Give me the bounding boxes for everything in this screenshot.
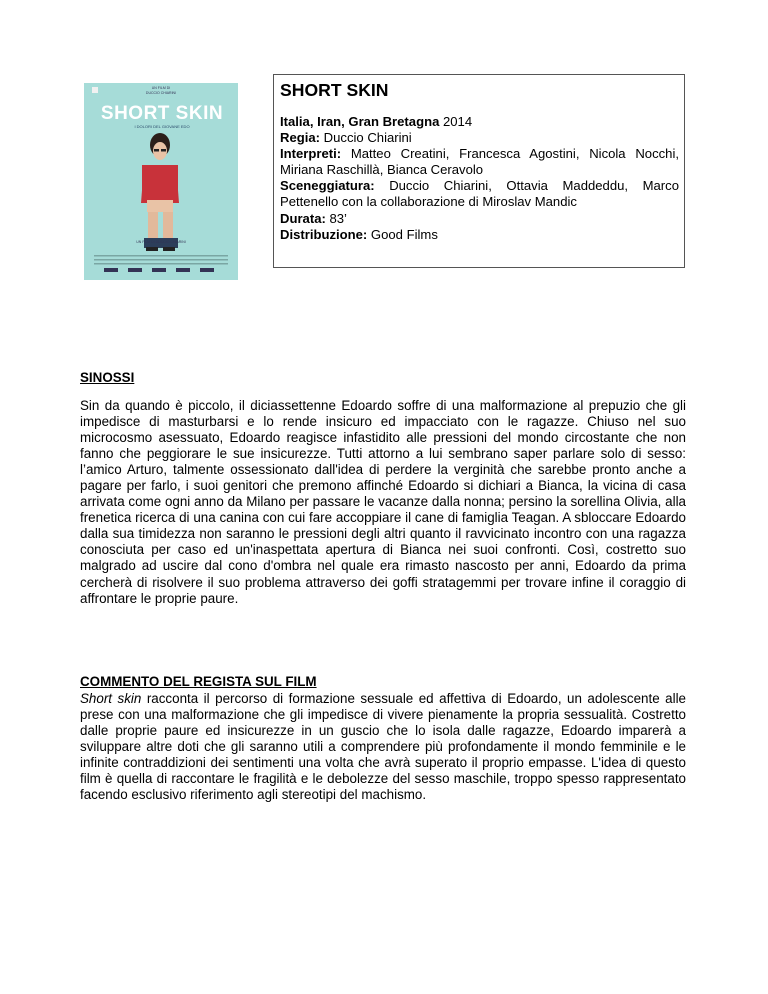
comment-text: racconta il percorso di formazione sessuale ed affettiva di Edoardo, un adolescente alle prese con una malformazione che gli impedisce di vivere pienamente la propria sessualità. Costretto dalle proprie paure ed insicurezze in un guscio che lo isola dalle ragazze, Edoardo imparerà a sviluppare altre doti che gli saranno utili a comprendere più profondamente il mondo femminile e le infinite contraddizioni dei sentimenti una volta che avrà superato il proprio empasse. L'idea di questo film è quella di raccontare le fragilità e le debolezze del sesso maschile, troppo spesso rappresentato facendo esclusivo riferimento agli stereotipi del machismo. — [80, 691, 686, 803]
film-title: SHORT SKIN — [280, 80, 389, 100]
comment-paragraph — [80, 691, 686, 803]
poster-credit: UN FILM DI DUCCIO CHIARINI — [136, 240, 186, 244]
distribution-row — [280, 227, 679, 243]
poster-artwork — [84, 83, 238, 280]
distribution-label: Distribuzione: — [280, 226, 368, 242]
year-value: 2014 — [439, 114, 473, 129]
poster-title: SHORT SKIN — [100, 103, 224, 124]
comment-heading: COMMENTO DEL REGISTA SUL FILM — [80, 674, 317, 689]
duration-value: 83’ — [325, 210, 347, 226]
cast-row — [280, 146, 679, 178]
comment-italic-lead: Short skin — [80, 691, 142, 706]
director-label: Regia: — [280, 130, 321, 146]
duration-label: Durata: — [280, 210, 326, 226]
director-value: Duccio Chiarini — [320, 130, 412, 146]
synopsis-text: Sin da quando è piccolo, il diciassettenne Edoardo soffre di una malformazione al prepuzio che gli impedisce di masturbarsi e lo rende insicuro ed impacciato con le ragazze. Chiuso nel suo microcosmo asessuato, Edoardo reagisce infastidito alle pressioni del mondo circostante che non fanno che peggiorare le sue insicurezze. Tutti attorno a lui sembrano saper parlare solo di sesso: l’amico Arturo, talmente ossessionato dall'idea di perdere la verginità che sarebbe pronto anche a pagare per farlo, i suoi genitori che premono affinché Edoardo si dichiari a Bianca, la vicina di casa arrivata come ogni anno da Milano per passare le vacanze dalla nonna; persino la sorellina Olivia, alla frenetica ricerca di una canina con cui fare accoppiare il cane di famiglia Teagan. A sbloccare Edoardo dalla sua timidezza non saranno le pressioni degli altri quanto il ravvicinato incontro con una ragazza conosciuta per caso ed un'inaspettata apertura di Bianca nei suoi confronti. Così, costretto suo malgrado ad uscire dal cono d'ombra nel quale era rimasto nascosto per anni, Edoardo da prima cercherà di risolvere il suo problema attraverso dei goffi stratagemmi per trovare infine il coraggio di affrontare le proprie paure. — [80, 398, 686, 606]
screenplay-row — [280, 178, 679, 210]
duration-row — [280, 211, 679, 227]
cast-value: Matteo Creatini, Francesca Agostini, Nicola Nocchi, Miriana Raschillà, Bianca Ceravolo — [280, 146, 679, 178]
poster-top-line-1: UN FILM DI — [151, 86, 171, 90]
film-info-box — [273, 74, 685, 268]
poster-top-line-2: DUCCIO CHIARINI — [145, 91, 177, 95]
screenplay-value: Duccio Chiarini, Ottavia Maddeddu, Marco Pettenello con la collaborazione di Miroslav Mandic — [280, 178, 679, 210]
poster-subtitle: I DOLORI DEL GIOVANE EDO — [134, 124, 190, 129]
synopsis-heading: SINOSSI — [80, 370, 135, 385]
screenplay-label: Sceneggiatura: — [280, 178, 375, 194]
country-row — [280, 114, 679, 130]
cast-label: Interpreti: — [280, 146, 342, 162]
director-row — [280, 130, 679, 146]
country-label: Italia, Iran, Gran Bretagna — [280, 114, 440, 129]
movie-poster — [84, 83, 238, 280]
distribution-value: Good Films — [367, 226, 438, 242]
